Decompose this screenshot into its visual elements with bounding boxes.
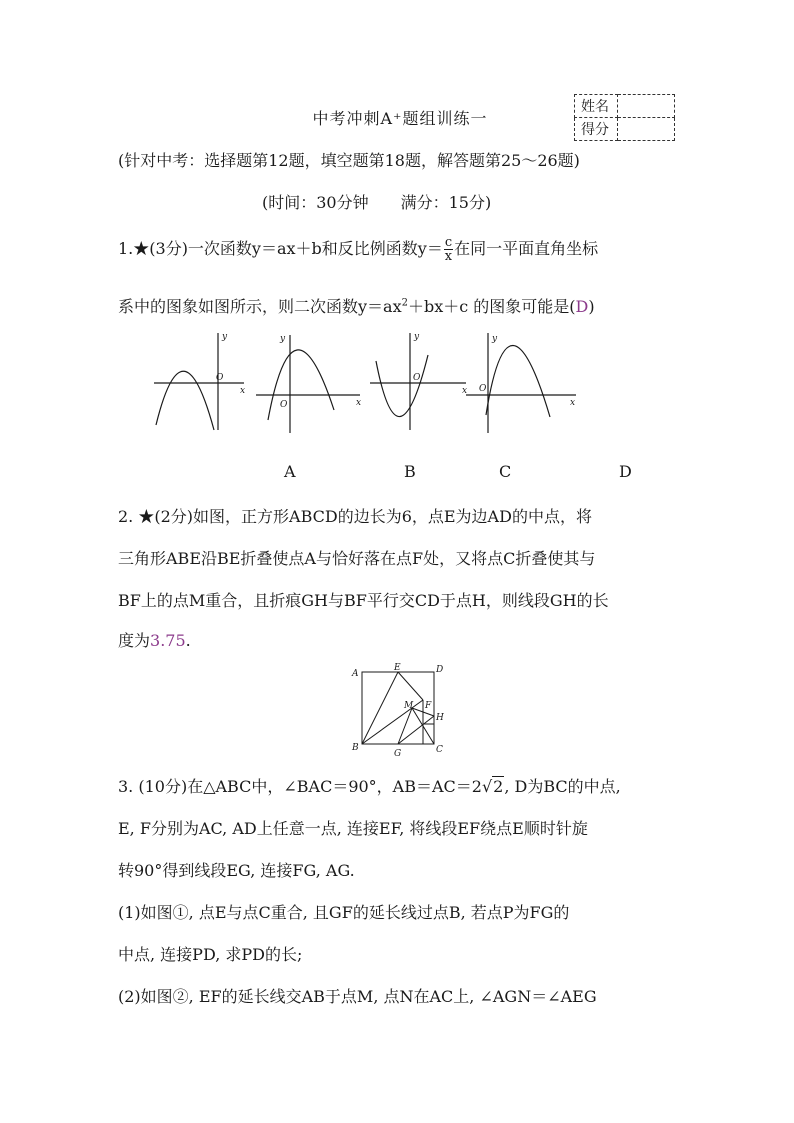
q2-line2: 三角形ABE沿BE折叠使点A与恰好落在点F处，又将点C折叠使其与 xyxy=(118,549,596,568)
q1-line2-end: ) xyxy=(588,297,595,316)
point-a: A xyxy=(352,669,359,679)
name-label: 姓名 xyxy=(575,95,618,118)
q2-line4-prefix: 度为 xyxy=(118,631,151,650)
q1-fraction xyxy=(444,236,453,263)
graph-b-parabola xyxy=(268,350,334,420)
graph-d-x-label: x xyxy=(570,398,576,408)
graph-a-parabola xyxy=(156,371,214,430)
sqrt-radicand: 2 xyxy=(493,777,504,796)
q3-line2: E, F分别为AC, AD上任意一点, 连接EF, 将线段EF绕点E顺时针旋 xyxy=(118,819,588,838)
point-f: F xyxy=(425,701,432,711)
q1-line1 xyxy=(118,236,598,263)
score-field[interactable] xyxy=(618,118,675,141)
graph-a-origin: O xyxy=(216,373,224,383)
time-limit: (时间：30分钟 满分：15分) xyxy=(262,193,492,212)
q1-answer: D xyxy=(575,297,589,316)
q2-answer: 3.75 xyxy=(150,631,186,650)
q1-graphs xyxy=(148,325,588,435)
q3-line1 xyxy=(118,774,621,797)
q1-text-prefix: 1.★(3分)一次函数y＝ax＋b和反比例函数y＝ xyxy=(118,239,443,258)
graph-b-origin: O xyxy=(280,400,288,410)
q3-line3: 转90°得到线段EG, 连接FG, AG. xyxy=(118,861,355,880)
graph-c-origin: O xyxy=(413,373,421,383)
q1-line2-mid: ＋bx＋c 的图象可能是( xyxy=(407,297,576,316)
point-c: C xyxy=(436,745,443,755)
option-label-a: A xyxy=(284,462,296,481)
point-g: G xyxy=(394,749,402,759)
option-label-b: B xyxy=(404,462,416,481)
graph-d xyxy=(466,333,576,433)
point-m: M xyxy=(404,701,414,711)
q3-line1-prefix: 3. (10分)在△ABC中，∠BAC＝90°，AB＝AC＝2 xyxy=(118,777,482,796)
option-label-d: D xyxy=(619,462,632,481)
segment-ef xyxy=(398,672,423,700)
q3-line6: (2)如图②, EF的延长线交AB于点M, 点N在AC上, ∠AGN＝∠AEG xyxy=(118,987,597,1006)
sqrt-sign: √ xyxy=(481,777,493,796)
q2-line4-end: . xyxy=(185,631,191,650)
q1-text-suffix: 在同一平面直角坐标 xyxy=(454,239,599,258)
q1-frac-den: x xyxy=(444,249,453,264)
graph-c-parabola xyxy=(376,355,428,417)
q3-sqrt xyxy=(482,777,504,796)
q1-superscript: 2 xyxy=(401,297,408,309)
graph-d-origin: O xyxy=(479,384,487,394)
segment-be xyxy=(362,672,398,744)
point-d: D xyxy=(436,665,444,675)
score-label: 得分 xyxy=(575,118,618,141)
segment-bf xyxy=(362,700,423,744)
graph-b-y-label: y xyxy=(280,334,286,344)
q2-line3: BF上的点M重合，且折痕GH与BF平行交CD于点H，则线段GH的长 xyxy=(118,591,609,610)
graph-a-y-label: y xyxy=(222,332,228,342)
student-info-table xyxy=(574,94,675,141)
q1-frac-num: c xyxy=(444,235,453,250)
option-label-c: C xyxy=(499,462,512,481)
point-e: E xyxy=(394,663,401,673)
point-b: B xyxy=(352,743,359,753)
graph-c-y-label: y xyxy=(414,332,420,342)
graph-c-x-label: x xyxy=(462,386,468,396)
q3-line4: (1)如图①, 点E与点C重合, 且GF的延长线过点B, 若点P为FG的 xyxy=(118,903,570,922)
q1-line2 xyxy=(118,294,595,317)
scope-note: (针对中考：选择题第12题，填空题第18题，解答题第25～26题) xyxy=(118,151,580,170)
point-h: H xyxy=(436,713,444,723)
q3-line1-suffix: , D为BC的中点, xyxy=(504,777,621,796)
q3-line5: 中点, 连接PD, 求PD的长; xyxy=(118,945,303,964)
q2-line4 xyxy=(118,628,191,651)
name-field[interactable] xyxy=(618,95,675,118)
q2-square-figure xyxy=(344,660,450,760)
graph-a-x-label: x xyxy=(240,386,246,396)
q1-line2-prefix: 系中的图象如图所示，则二次函数y＝ax xyxy=(118,297,402,316)
graph-d-parabola xyxy=(486,345,550,417)
page-title: 中考冲刺A⁺题组训练一 xyxy=(312,109,488,128)
q2-line1: 2. ★(2分)如图，正方形ABCD的边长为6，点E为边AD的中点，将 xyxy=(118,507,592,526)
graph-d-y-label: y xyxy=(492,334,498,344)
graph-b-x-label: x xyxy=(356,398,362,408)
graph-b xyxy=(256,335,360,433)
graph-a xyxy=(154,333,244,430)
